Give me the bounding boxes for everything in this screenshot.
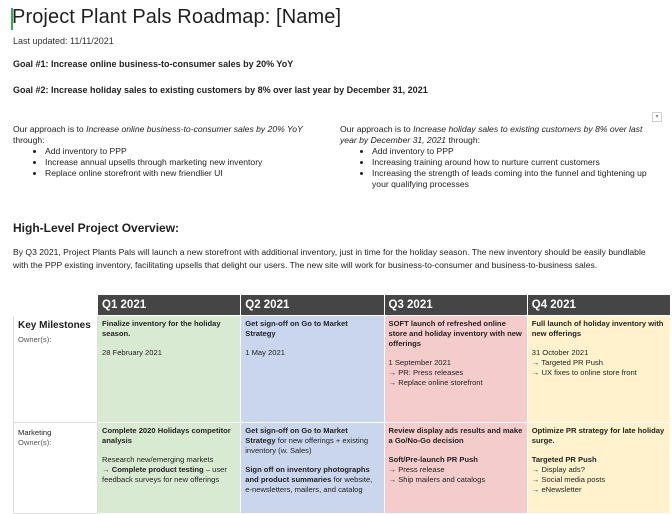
table-row (14, 423, 671, 514)
cell-line: Research new/emerging markets (102, 455, 214, 464)
cell-heading: Optimize PR strategy for late holiday surge. (531, 426, 665, 445)
row-title: Key Milestones (18, 320, 91, 331)
cell-line: → Targeted PR Push (531, 358, 603, 367)
approach-left-intro: Our approach is to Increase online business-to-consumer sales by 20% YoY through: (13, 124, 303, 145)
cell-milestones-q2[interactable] (241, 316, 384, 423)
cell-milestones-q1[interactable] (98, 316, 241, 423)
row-label-marketing[interactable] (14, 423, 98, 514)
last-updated: Last updated: 11/11/2021 (13, 36, 114, 46)
cell-heading: Full launch of holiday inventory with new offerings (531, 319, 664, 338)
cell-subheading: Soft/Pre-launch PR Push (388, 455, 478, 464)
approach-left (13, 124, 318, 179)
row-title: Marketing (18, 428, 52, 437)
cell-marketing-q3[interactable] (384, 423, 527, 514)
goal-1: Goal #1: Increase online business-to-consumer sales by 20% YoY (13, 59, 294, 69)
cell-line: → Display ads? (531, 465, 585, 474)
cell-marketing-q1[interactable] (98, 423, 241, 514)
goal-2: Goal #2: Increase holiday sales to existing customers by 8% over last year by December 31, 2021 (13, 85, 428, 95)
overview-heading: High-Level Project Overview: (13, 221, 180, 235)
cell-line: → PR: Press releases (388, 368, 464, 377)
list-item: • Add inventory to PPP (372, 146, 658, 157)
cell-date: 1 September 2021 (388, 358, 451, 367)
cell-line: → Ship mailers and catalogs (388, 475, 486, 484)
cell-heading: Complete 2020 Holidays competitor analysis (102, 426, 231, 445)
cell-heading: SOFT launch of refreshed online store and holiday inventory with new offerings (388, 319, 522, 348)
cell-line: → UX fixes to online store front (531, 368, 637, 377)
list-item: • Add inventory to PPP (45, 146, 318, 157)
document-title[interactable]: Project Plant Pals Roadmap: [Name] (12, 6, 342, 28)
approach-right-intro: Our approach is to Increase holiday sales to existing customers by 8% over last year by December 31, 2021 through: (340, 124, 643, 145)
chevron-down-icon[interactable]: ▾ (652, 112, 662, 122)
overview-paragraph: By Q3 2021, Project Plants Pals will launch a new storefront with additional inventory, just in time for the holiday season. The new inventory should be easily bundlable with the PPP existing inventory, facilitating upsells that delight our users. The new site will work for business-to-consumer and business-to-business sales. (13, 247, 646, 270)
list-item: • Increase annual upsells through marketing new inventory (45, 157, 318, 168)
cell-subheading: Targeted PR Push (531, 455, 597, 464)
table-header-row (14, 295, 671, 316)
cell-milestones-q3[interactable] (384, 316, 527, 423)
cell-line: → Social media posts (531, 475, 606, 484)
header-q3[interactable]: Q3 2021 (384, 295, 527, 316)
approach-right-list (340, 146, 658, 190)
cell-date: 31 October 2021 (531, 348, 589, 357)
cell-heading: Review display ads results and make a Go/No-Go decision (388, 426, 523, 445)
owner-label: Owner(s): (18, 438, 52, 447)
cell-milestones-q4[interactable] (527, 316, 670, 423)
list-item: • Replace online storefront with new friendlier UI (45, 168, 318, 179)
cell-heading: Get sign-off on Go to Market Strategy (245, 319, 348, 338)
cell-heading: Finalize inventory for the holiday season. (102, 319, 221, 338)
row-label-milestones[interactable] (14, 316, 98, 423)
cell-line: → Complete product testing – user feedback surveys for new offerings (102, 465, 227, 484)
roadmap-table (13, 294, 671, 514)
cell-line: Sign off on inventory photographs and product summaries for website, e-newsletters, mailers, and catalog (245, 465, 373, 494)
header-q1[interactable]: Q1 2021 (98, 295, 241, 316)
cell-date: 1 May 2021 (245, 348, 285, 357)
approach-left-list (13, 146, 318, 179)
cell-line: → Press release (388, 465, 445, 474)
cell-line: → eNewsletter (531, 485, 582, 494)
cell-marketing-q2[interactable] (241, 423, 384, 514)
cell-line: → Replace online storefront (388, 378, 483, 387)
header-q4[interactable]: Q4 2021 (527, 295, 670, 316)
list-item: • Increasing training around how to nurture current customers (372, 157, 658, 168)
header-q2[interactable]: Q2 2021 (241, 295, 384, 316)
cell-heading: Get sign-off on Go to Market Strategy for new offerings + existing inventory (w. Sales) (245, 426, 369, 455)
approach-right (340, 124, 658, 190)
table-row (14, 316, 671, 423)
cell-marketing-q4[interactable] (527, 423, 670, 514)
list-item: • Increasing the strength of leads coming into the funnel and tightening up your qualifying processes (372, 168, 658, 190)
cell-date: 28 February 2021 (102, 348, 162, 357)
owner-label: Owner(s): (18, 335, 52, 344)
header-blank-cell (14, 295, 98, 316)
